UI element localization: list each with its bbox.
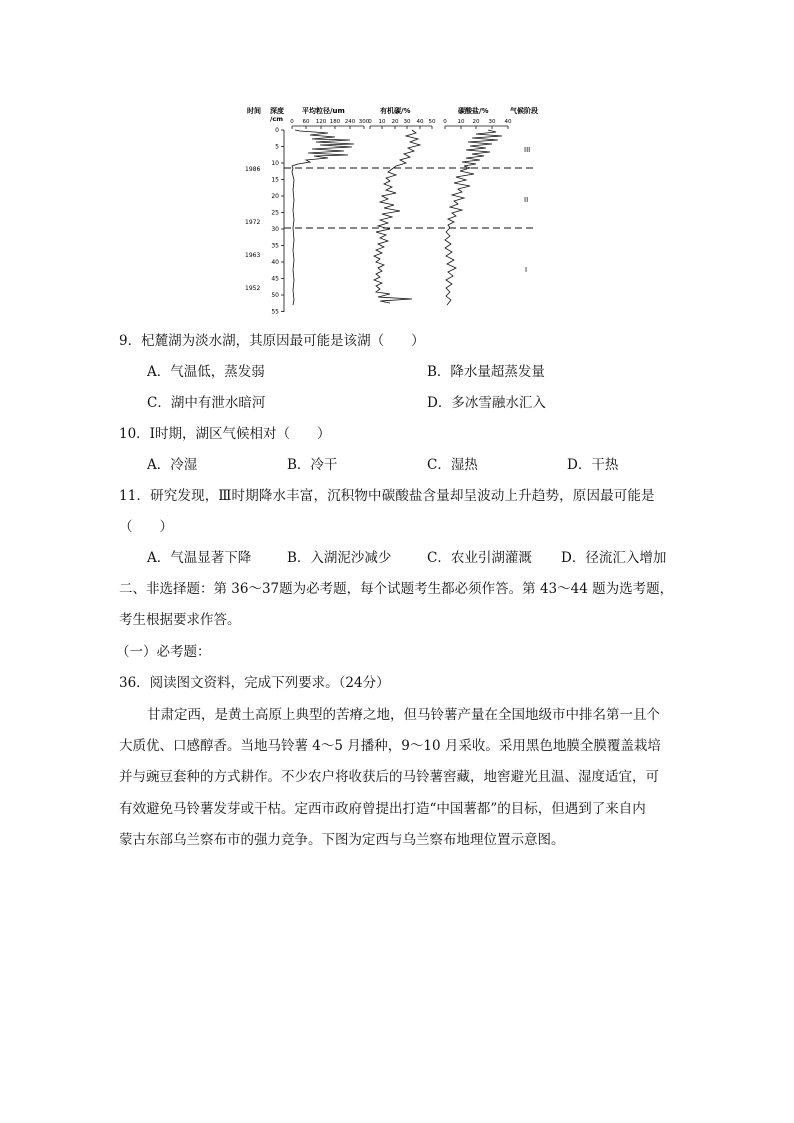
header-depth-unit: /cm [270, 115, 283, 123]
organic-tick: 10 [378, 119, 386, 125]
q11-option-d: D．径流汇入增加 [561, 550, 667, 566]
carbonate-tick: 20 [472, 119, 480, 125]
depth-tick: 35 [271, 242, 279, 250]
q11-option-b: B．入湖泥沙减少 [287, 550, 392, 566]
organic-axis [370, 126, 432, 129]
depth-tick: 25 [271, 209, 279, 217]
header-depth: 深度 [270, 107, 284, 115]
section2-line1: 二、非选择题：第 36～37题为必考题，每个试题考生都必须作答。第 43～44 题为选考题， [119, 581, 674, 597]
grain-tick: 240 [344, 119, 356, 125]
q36-paragraph-line2: 大质优、口感醇香。当地马铃薯 4～5 月播种，9～10 月采收。采用黑色地膜全膜覆盖栽培 [119, 738, 661, 754]
carbonate-tick: 30 [488, 119, 496, 125]
grain-tick: 300 [358, 119, 370, 125]
q9-option-a: A．气温低，蒸发弱 [147, 364, 265, 380]
q10-option-c: C．湿热 [427, 457, 478, 473]
year-label: 1952 [245, 285, 261, 292]
q9-option-d: D．多冰雪融水汇入 [427, 395, 546, 411]
header-organic: 有机碳/% [380, 107, 411, 115]
organic-carbon-curve [374, 130, 420, 303]
organic-tick: 40 [416, 119, 424, 125]
depth-tick: 30 [271, 226, 279, 233]
section2-subheading: （一）必考题： [116, 644, 211, 660]
q10-stem: 10．Ⅰ时期，湖区气候相对（ ） [119, 426, 331, 442]
stage-label: III [524, 146, 531, 154]
carbonate-tick: 10 [457, 119, 465, 125]
q36-paragraph-line5: 蒙古东部乌兰察布市的强力竞争。下图为定西与乌兰察布地理位置示意图。 [119, 832, 565, 848]
grain-tick: 60 [302, 119, 310, 125]
header-carbonate: 碳酸盐/% [458, 107, 489, 115]
q9-option-b: B．降水量超蒸发量 [427, 364, 545, 380]
organic-tick: 20 [391, 119, 399, 125]
q11-option-c: C．农业引湖灌溉 [427, 550, 532, 566]
year-label: 1986 [245, 166, 261, 173]
depth-tick: 45 [271, 275, 279, 283]
depth-tick: 40 [271, 259, 279, 266]
depth-axis [281, 130, 284, 312]
header-grain: 平均粒径/um [302, 107, 345, 115]
depth-tick: 5 [275, 143, 279, 151]
depth-tick: 10 [271, 160, 279, 167]
depth-tick: 15 [271, 176, 279, 184]
carbonate-tick: 0 [443, 119, 447, 125]
q10-option-d: D．干热 [567, 457, 619, 473]
section2-line2: 考生根据要求作答。 [119, 612, 241, 628]
carbonate-tick: 40 [504, 119, 512, 125]
organic-tick: 30 [403, 119, 411, 125]
stage-label: I [525, 266, 528, 274]
year-label: 1972 [245, 219, 261, 226]
header-time: 时间 [247, 107, 261, 115]
q11-stem-line1: 11．研究发现，Ⅲ时期降水丰富，沉积物中碳酸盐含量却呈波动上升趋势，原因最可能是 [119, 488, 655, 504]
depth-tick: 0 [275, 127, 279, 134]
stage-label: II [524, 196, 529, 204]
sediment-profile-figure [240, 100, 560, 315]
depth-tick: 20 [271, 193, 279, 200]
q9-stem: 9．杞麓湖为淡水湖，其原因最可能是该湖（ ） [119, 333, 425, 349]
depth-tick: 50 [271, 292, 279, 299]
q11-option-a: A．气温显著下降 [147, 550, 252, 566]
grain-size-curve [292, 130, 354, 305]
q10-option-a: A．冷湿 [147, 457, 198, 473]
depth-tick: 55 [271, 308, 279, 315]
grain-tick: 180 [329, 119, 341, 125]
organic-tick: 0 [368, 119, 372, 125]
q11-stem-line2: （ ） [119, 519, 173, 535]
carbonate-axis [445, 126, 508, 129]
q36-paragraph-line4: 有效避免马铃薯发芽或干枯。定西市政府曾提出打造“中国薯都”的目标，但遇到了来自内 [119, 801, 646, 817]
organic-tick: 50 [428, 119, 436, 125]
q10-option-b: B．冷干 [287, 457, 338, 473]
q36-paragraph-line3: 并与豌豆套种的方式耕作。不少农户将收获后的马铃薯窖藏，地窖避光且温、湿度适宜，可 [119, 769, 659, 785]
q36-paragraph-line1: 甘肃定西，是黄土高原上典型的苦瘠之地，但马铃薯产量在全国地级市中排名第一且个 [147, 707, 660, 723]
grain-tick: 0 [290, 119, 294, 125]
q9-option-c: C．湖中有泄水暗河 [147, 395, 266, 411]
header-climate: 气候阶段 [510, 107, 538, 115]
grain-axis [292, 126, 364, 129]
year-label: 1963 [245, 252, 261, 259]
grain-tick: 120 [315, 119, 327, 125]
carbonate-curve [445, 130, 502, 305]
q36-stem: 36．阅读图文资料，完成下列要求。（24分） [119, 675, 390, 691]
